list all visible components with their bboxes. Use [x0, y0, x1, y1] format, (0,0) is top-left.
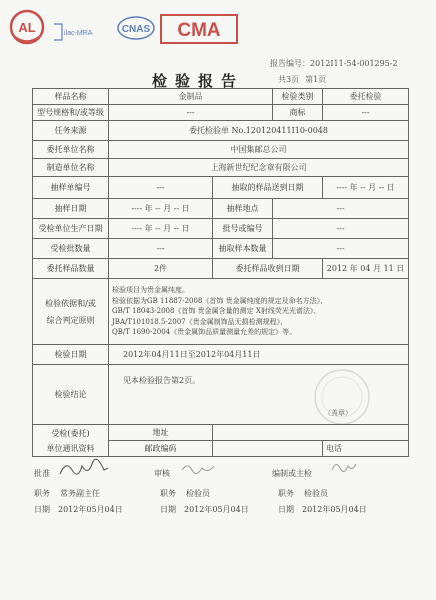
field-label: 检验类别 — [273, 89, 323, 105]
field-label: 地址 — [109, 425, 213, 441]
preparer-label: 编制或主检 — [272, 469, 312, 478]
field-value: 2012 年 04 月 11 日 — [323, 259, 409, 279]
field-value: --- — [109, 177, 213, 199]
field-label: 委托单位名称 — [33, 141, 109, 159]
table-row — [33, 89, 409, 105]
field-label: 抽取样本数量 — [213, 239, 273, 259]
certification-logos — [8, 8, 238, 48]
field-label: 批号或编号 — [213, 219, 273, 239]
field-label: 委托样品收到日期 — [213, 259, 323, 279]
table-row — [33, 219, 409, 239]
ilac-mra-logo-icon — [52, 20, 102, 44]
test-basis-text: 检验项目为贵金属纯度。 检验依据为GB 11887-2008《首饰 贵金属纯度的规定及命名方法》、 GB/T 18043-2008《首饰 贵金属含量的测定 X射线荧光光谱法》、 JBA/T101018.5-2007《贵金属制饰品无损检测规程》、 QB/T 1690-2004《贵金属饰品质量测量允差的规定》等。 — [109, 279, 409, 345]
field-label: 受检单位生产日期 — [33, 219, 109, 239]
field-label: 任务来源 — [33, 121, 109, 141]
conclusion-text: 见本检验报告第2页。 — [123, 376, 201, 385]
field-value — [213, 441, 323, 457]
table-row — [33, 365, 409, 425]
field-value: 电话 — [323, 441, 409, 457]
table-row — [33, 259, 409, 279]
field-label: 受检(委托) 单位通讯资料 — [33, 425, 109, 457]
field-value: 2012年04月11日至2012年04月11日 — [109, 345, 409, 365]
table-row — [33, 105, 409, 121]
approver-signature-icon — [56, 456, 112, 480]
field-value: ---- 年 -- 月 -- 日 — [323, 177, 409, 199]
table-row — [33, 425, 409, 441]
field-value — [213, 425, 409, 441]
field-label: 检验结论 — [33, 365, 109, 425]
report-number: 报告编号：2012I11-54-001295-2 — [270, 59, 398, 68]
table-row — [33, 239, 409, 259]
field-label: 样品名称 — [33, 89, 109, 105]
field-value: --- — [273, 199, 409, 219]
field-value: --- — [109, 105, 273, 121]
field-value: --- — [273, 219, 409, 239]
field-value: 金制品 — [109, 89, 273, 105]
approver-label: 批准 — [34, 469, 50, 478]
table-row — [33, 159, 409, 177]
reviewer-label: 审核 — [154, 469, 170, 478]
table-row — [33, 199, 409, 219]
table-row — [33, 121, 409, 141]
field-value: --- — [323, 105, 409, 121]
field-label: 型号规格和/或等级 — [33, 105, 109, 121]
field-value: 委托检验 — [323, 89, 409, 105]
table-row — [33, 345, 409, 365]
table-row — [33, 177, 409, 199]
cma-logo-icon — [160, 14, 238, 44]
reviewer-signature-icon — [180, 460, 220, 476]
field-value: 中国集邮总公司 — [109, 141, 409, 159]
field-label: 制造单位名称 — [33, 159, 109, 177]
field-label: 委托样品数量 — [33, 259, 109, 279]
report-table — [32, 88, 409, 457]
field-value: --- — [273, 239, 409, 259]
field-label: 检验依据和/或 综合判定原则 — [33, 279, 109, 345]
page-info: 共3页 第1页 — [278, 75, 327, 84]
field-value: 上海新世纪纪念章有限公司 — [109, 159, 409, 177]
field-value: 2件 — [109, 259, 213, 279]
field-label: 抽取的样品送到日期 — [213, 177, 323, 199]
field-label: 抽样单编号 — [33, 177, 109, 199]
svg-text:AL: AL — [18, 20, 36, 35]
field-label: 受检批数量 — [33, 239, 109, 259]
conclusion-cell — [109, 365, 409, 425]
page-title: 检验报告 — [152, 72, 245, 90]
field-label: 检验日期 — [33, 345, 109, 365]
report-page: AL ilac-MRA CNAS CMA 报告编号：2012I11-54-001295-2 检验报告 共3页 第1页 样品名称 金制品 检验类别 委托检验 型号规格和/或等级 --- 商标 --- 任务来源 委托检验单 No.120120411I10-0048 委托单位名称 中国集邮总公司 制造单位名称 上海新世纪纪念章有限公司 抽样单编号 --- 抽取的样品送到日期 ---- 年 -- 月 -- 日 抽样日期 ---- 年 -- 月 -- 日 抽样地点 --- 受检单位生产日期 ---- 年 -- 月 -- 日 批号或编号 --- 受检批数量 --- 抽取样本数量 --- 委托样品数量 2件 委托样品收到日期 2012 年 04 月 11 日 检验依据和/或 综合判定原则 检验项目为贵金属纯度。 检验依据为GB 11887-2008《首饰 贵金属纯度的规定及命名方法》、 GB/T 18043-2008《首饰 贵金属含量的测定 X射线荧光光谱法》、 JBA/T101018.5-2007《贵金属制饰品无损检测规程》、 QB/T 1690-2004《贵金属饰品质量测量允差的规定》等。 检验日期 2012年04月11日至2012年04月11日 检验结论 见本检验报告第2页。 （盖章） 受检(委托) 单位通讯资料 地址 邮政编码 电话 批准 审核 编制或主检 职务 常务副主任 职务 检验员 职务 检验员 日期 2012年05月04日 日期 2012年05月04日 日期 2012年05月04日 — [0, 0, 436, 600]
field-label: 抽样日期 — [33, 199, 109, 219]
cal-logo-icon — [8, 8, 46, 46]
field-value: ---- 年 -- 月 -- 日 — [109, 199, 213, 219]
official-stamp-icon — [312, 367, 372, 425]
stamp-note: （盖章） — [324, 409, 352, 417]
table-row — [33, 279, 409, 345]
field-value: ---- 年 -- 月 -- 日 — [109, 219, 213, 239]
table-row — [33, 141, 409, 159]
field-label: 商标 — [273, 105, 323, 121]
svg-text:CMA: CMA — [177, 20, 221, 41]
field-value: --- — [109, 239, 213, 259]
field-value: 委托检验单 No.120120411I10-0048 — [109, 121, 409, 141]
svg-text:ilac-MRA: ilac-MRA — [64, 30, 93, 37]
field-label: 邮政编码 — [109, 441, 213, 457]
field-label: 抽样地点 — [213, 199, 273, 219]
svg-text:CNAS: CNAS — [121, 24, 151, 35]
preparer-signature-icon — [330, 458, 358, 476]
cnas-logo-icon — [116, 14, 156, 44]
